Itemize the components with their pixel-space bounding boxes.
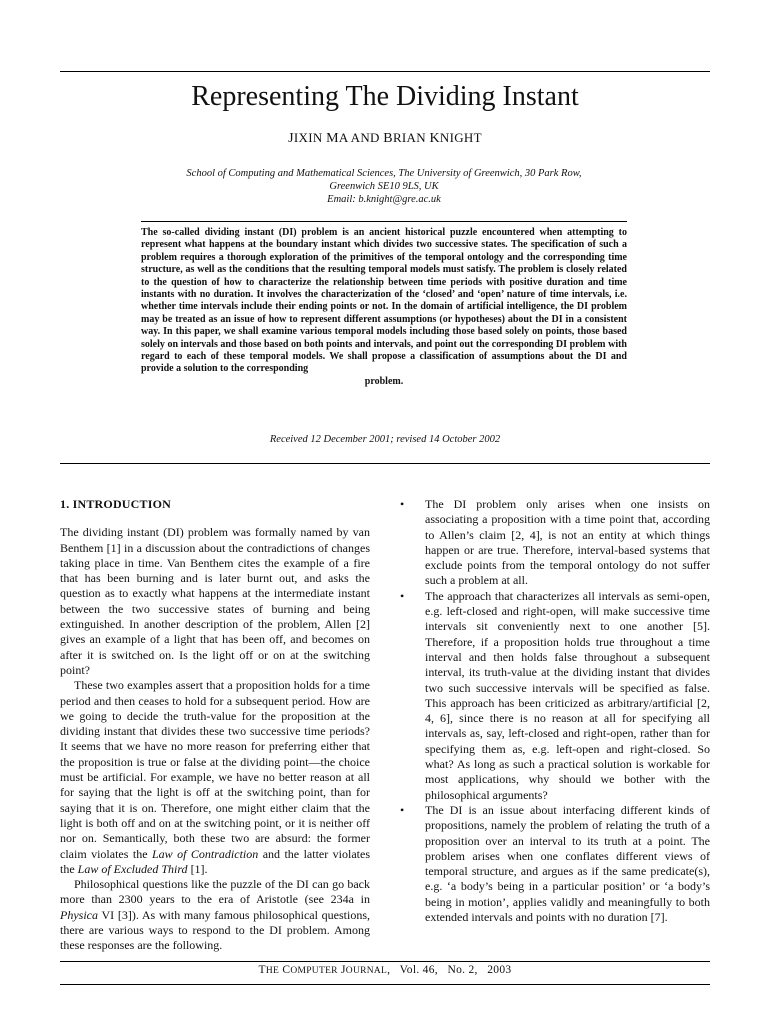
footer-smallcaps: OURNAL (345, 966, 388, 976)
paragraph (60, 877, 370, 953)
bullet-text: The approach that characterizes all intervals as semi-open, e.g. left-closed and right-open, will make successive time intervals sit conveniently next to one another [5]. Therefore, if a proposition holds true throughout a time interval and then holds false throughout a subsequent interval, its truth-value at the dividing instant that divides two such successive intervals will be specified as false. This approach has been criticized as arbitrary/artificial [2, 4, 6], since there is no reason at all for specifying all intervals as, say, left-closed and right-open, rather than for specifying them as, e.g. left-open and right-closed. So what? As long as such a practical solution is workable for most applications, why should we bother with the philosophical arguments? (425, 588, 710, 802)
author-initial: J (288, 131, 294, 146)
bullet-item (400, 589, 710, 803)
received-dates: Received 12 December 2001; revised 14 October 2002 (269, 434, 501, 445)
author-smallcaps: IXIN (293, 130, 323, 145)
bullet-icon: • (400, 802, 405, 817)
paragraph-text: and the latter violates the (60, 846, 371, 876)
author-smallcaps: NIGHT (439, 130, 482, 145)
abstract (141, 227, 627, 388)
paragraph: The dividing instant (DI) problem was formally named by van Benthem [1] in a discussion about the contradictions of changes taking place in time. Van Benthem cites the example of a fire that has been burning and is later burnt out, and asks the question as to exactly what happens at the intermediate instant between the two successive states of burning and being extinguished. In another description of the problem, Allen [2] gives an example of a light that has been off, and becomes on after it is switched on. Is the light off or on at the switching point? (60, 525, 370, 677)
left-column (60, 497, 370, 954)
bullet-item (400, 497, 710, 589)
bullet-text: The DI problem only arises when one insists on associating a proposition with a time point that, according to Allen’s claim [2, 4], is not an entity at which things happen or are true. Therefore, interval-based systems that exclude points from the temporal ontology do not suffer such a problem at all. (425, 497, 710, 588)
paragraph-text: VI [3]). As with many famous philosophical questions, there are various ways to respond to the DI problem. Among these responses are the following. (60, 907, 370, 953)
footer-smallcaps: OMPUTER (290, 966, 338, 976)
footer-rule (60, 961, 710, 962)
author-smallcaps: RIAN (392, 130, 426, 145)
paper-title: Representing The Dividing Instant (191, 81, 579, 112)
email-line: Email: b.knight@gre.ac.uk (327, 194, 441, 205)
author-initial: B (383, 131, 393, 146)
citation: [1]. (190, 861, 208, 876)
journal-footer (60, 964, 710, 976)
paragraph (60, 678, 370, 877)
footer-initial: T (258, 964, 266, 976)
physica-title: Physica (60, 907, 98, 922)
right-column (400, 497, 710, 925)
affiliation (150, 167, 618, 206)
author-initial: K (429, 131, 440, 146)
abstract-body: The so-called dividing instant (DI) problem is an ancient historical puzzle encountered when attempting to represent what happens at the boundary instant which divides two successive states. The specification of such a problem requires a thorough exploration of the primitives of the temporal ontology and the corresponding time structure, as well as the conditions that the resulting temporal models must satisfy. The problem is closely related to the question of how to characterize the relationship between time periods with positive duration and time instants with no duration. It involves the characterization of the ‘closed’ and ‘open’ nature of time intervals, i.e. whether time intervals include their ending points or not. In the domain of artificial intelligence, the DI problem may be treated as an issue of how to represent different assumptions (or hypotheses) about the DI in a consistent way. In this paper, we shall examine various temporal models including those based solely on points, those based solely on intervals and those based on both points and intervals, and point out the corresponding DI problem with regard to each of these temporal models. We shall propose a classification of assumptions about the DI and provide a solution to the corresponding (141, 227, 627, 375)
author-smallcaps: A AND (338, 130, 380, 145)
top-rule (60, 71, 710, 72)
author-line (60, 130, 710, 147)
law-of-contradiction: Law of Contradiction (152, 846, 259, 861)
footer-bottom-rule (60, 984, 710, 985)
bullet-text: The DI is an issue about interfacing different kinds of propositions, namely the problem of relating the truth of a proposition over an interval to its truth at a point. The problem arises when one conflates different views of temporal structure, and argues as if the same predicate(s), e.g. ‘a body’s being in a particular position’ or ‘a body’s being in motion’, applies validly and meaningfully to both extended intervals and points with no duration [7]. (425, 802, 710, 925)
header-rule (60, 463, 710, 464)
affiliation-line: School of Computing and Mathematical Sciences, The University of Greenwich, 30 Park Row, (186, 168, 582, 179)
law-of-excluded-third: Law of Excluded Third (77, 861, 188, 876)
bullet-list (400, 497, 710, 925)
abstract-rule (141, 221, 627, 222)
paragraph-text: These two examples assert that a proposition holds for a time period and then ceases to hold for a subsequent period. How are we going to decide the truth-value for the proposition at the dividing instant that divides these two successive time periods? It seems that we have no more reason for preferring either that the proposition is true or false at the dividing point—the choice must be artificial. For example, we have no better reason at all for saying that the light is off at the switching point, than for saying that it is on. Therefore, one might either claim that the light is both off and on at the switching point, or it is neither off nor on. Semantically, both these two are absurd: the former claim violates the (60, 678, 370, 861)
bullet-icon: • (400, 497, 405, 511)
section-heading: 1. INTRODUCTION (60, 497, 172, 511)
abstract-last-line: problem. (364, 375, 404, 387)
footer-initial: C (282, 964, 291, 976)
paragraph-text: Philosophical questions like the puzzle of the DI can go back more than 2300 years to the era of Aristotle (see 234a in (60, 877, 370, 907)
footer-smallcaps: HE (265, 966, 280, 976)
footer-initial: J (341, 964, 346, 976)
bullet-icon: • (400, 588, 405, 603)
affiliation-line: Greenwich SE10 9LS, UK (329, 181, 439, 192)
author-initial: M (326, 131, 339, 146)
footer-volume: , Vol. 46, No. 2, 2003 (387, 964, 512, 976)
bullet-item (400, 803, 710, 925)
